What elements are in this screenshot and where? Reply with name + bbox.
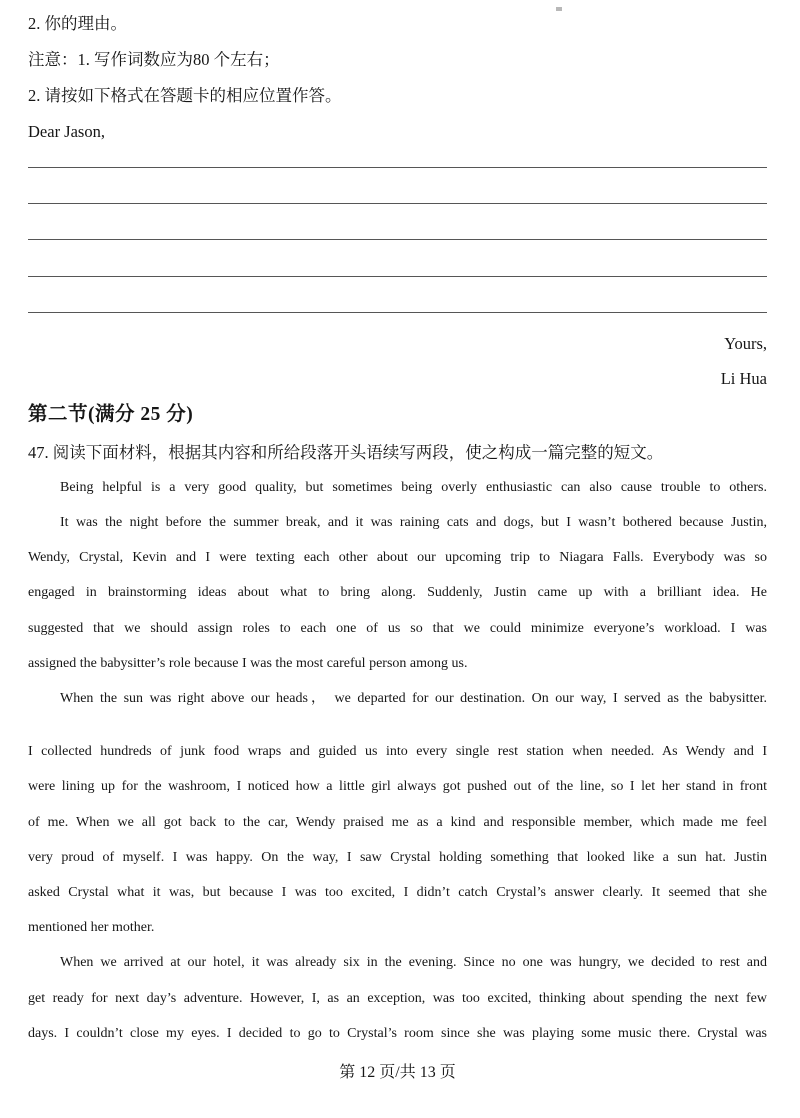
letter-salutation: Dear Jason, [28,122,105,141]
passage-line: mentioned her mother. [28,920,155,936]
answer-blank-line [28,277,767,313]
reading-passage [28,470,767,1051]
question-47-prompt: 47. 阅读下面材料，根据其内容和所给段落开头语续写两段，使之构成一篇完整的短文。 [28,442,664,462]
passage-line: When the sun was right above our heads， we departed for our destination. On our way, I served as the babysitter. [60,690,767,706]
section-heading: 第二节(满分 25 分) [28,403,194,425]
passage-line: days. I couldn’t close my eyes. I decided to go to Crystal’s room since she was playing some music there. Crystal was [28,1025,767,1041]
letter-closing: Yours, [724,333,767,353]
passage-line: It was the night before the summer break, and it was raining cats and dogs, but I wasn’t bothered because Justin, [60,514,767,530]
passage-line: I collected hundreds of junk food wraps and guided us into every single rest station when needed. As Wendy and I [28,744,767,760]
answer-blank-line [28,240,767,276]
passage-line: of me. When we all got back to the car, Wendy praised me as a kind and responsible member, which made me feel [28,814,767,830]
passage-line: were lining up for the washroom, I noticed how a little girl always got pushed out of the line, so I let her stand in front [28,779,767,795]
passage-line: very proud of myself. I was happy. On the way, I saw Crystal holding something that looked like a sun hat. Justin [28,849,767,865]
passage-line: engaged in brainstorming ideas about what to bring along. Suddenly, Justin came up with a brilliant idea. He [28,585,767,601]
answer-blank-line [28,168,767,204]
letter-signature: Li Hua [720,368,767,388]
answer-blank-line [28,150,767,168]
answer-blank-line [28,204,767,240]
writing-point-2: 2. 你的理由。 [28,14,127,33]
passage-line: Being helpful is a very good quality, but sometimes being overly enthusiastic can also cause trouble to others. [60,479,767,495]
passage-line: assigned the babysitter’s role because I was the most careful person among us. [28,655,468,671]
passage-line: suggested that we should assign roles to each one of us so that we could minimize everyone’s workload. I was [28,620,767,636]
passage-line: get ready for next day’s adventure. However, I, as an exception, was too excited, thinking about spending the next few [28,990,767,1006]
passage-line: When we arrived at our hotel, it was already six in the evening. Since no one was hungry, we decided to rest and [60,955,767,971]
page-number-indicator: 第 12 页/共 13 页 [339,1064,456,1081]
passage-line: asked Crystal what it was, but because I was too excited, I didn’t catch Crystal’s answer clearly. It seemed that she [28,884,767,900]
notice-line-1: 注意：1. 写作词数应为80 个左右； [28,50,280,69]
scan-artifact [556,7,562,11]
passage-line: Wendy, Crystal, Kevin and I were texting each other about our upcoming trip to Niagara Falls. Everybody was so [28,550,767,566]
answer-blank-lines [28,150,767,313]
notice-line-2: 2. 请按如下格式在答题卡的相应位置作答。 [28,86,342,105]
